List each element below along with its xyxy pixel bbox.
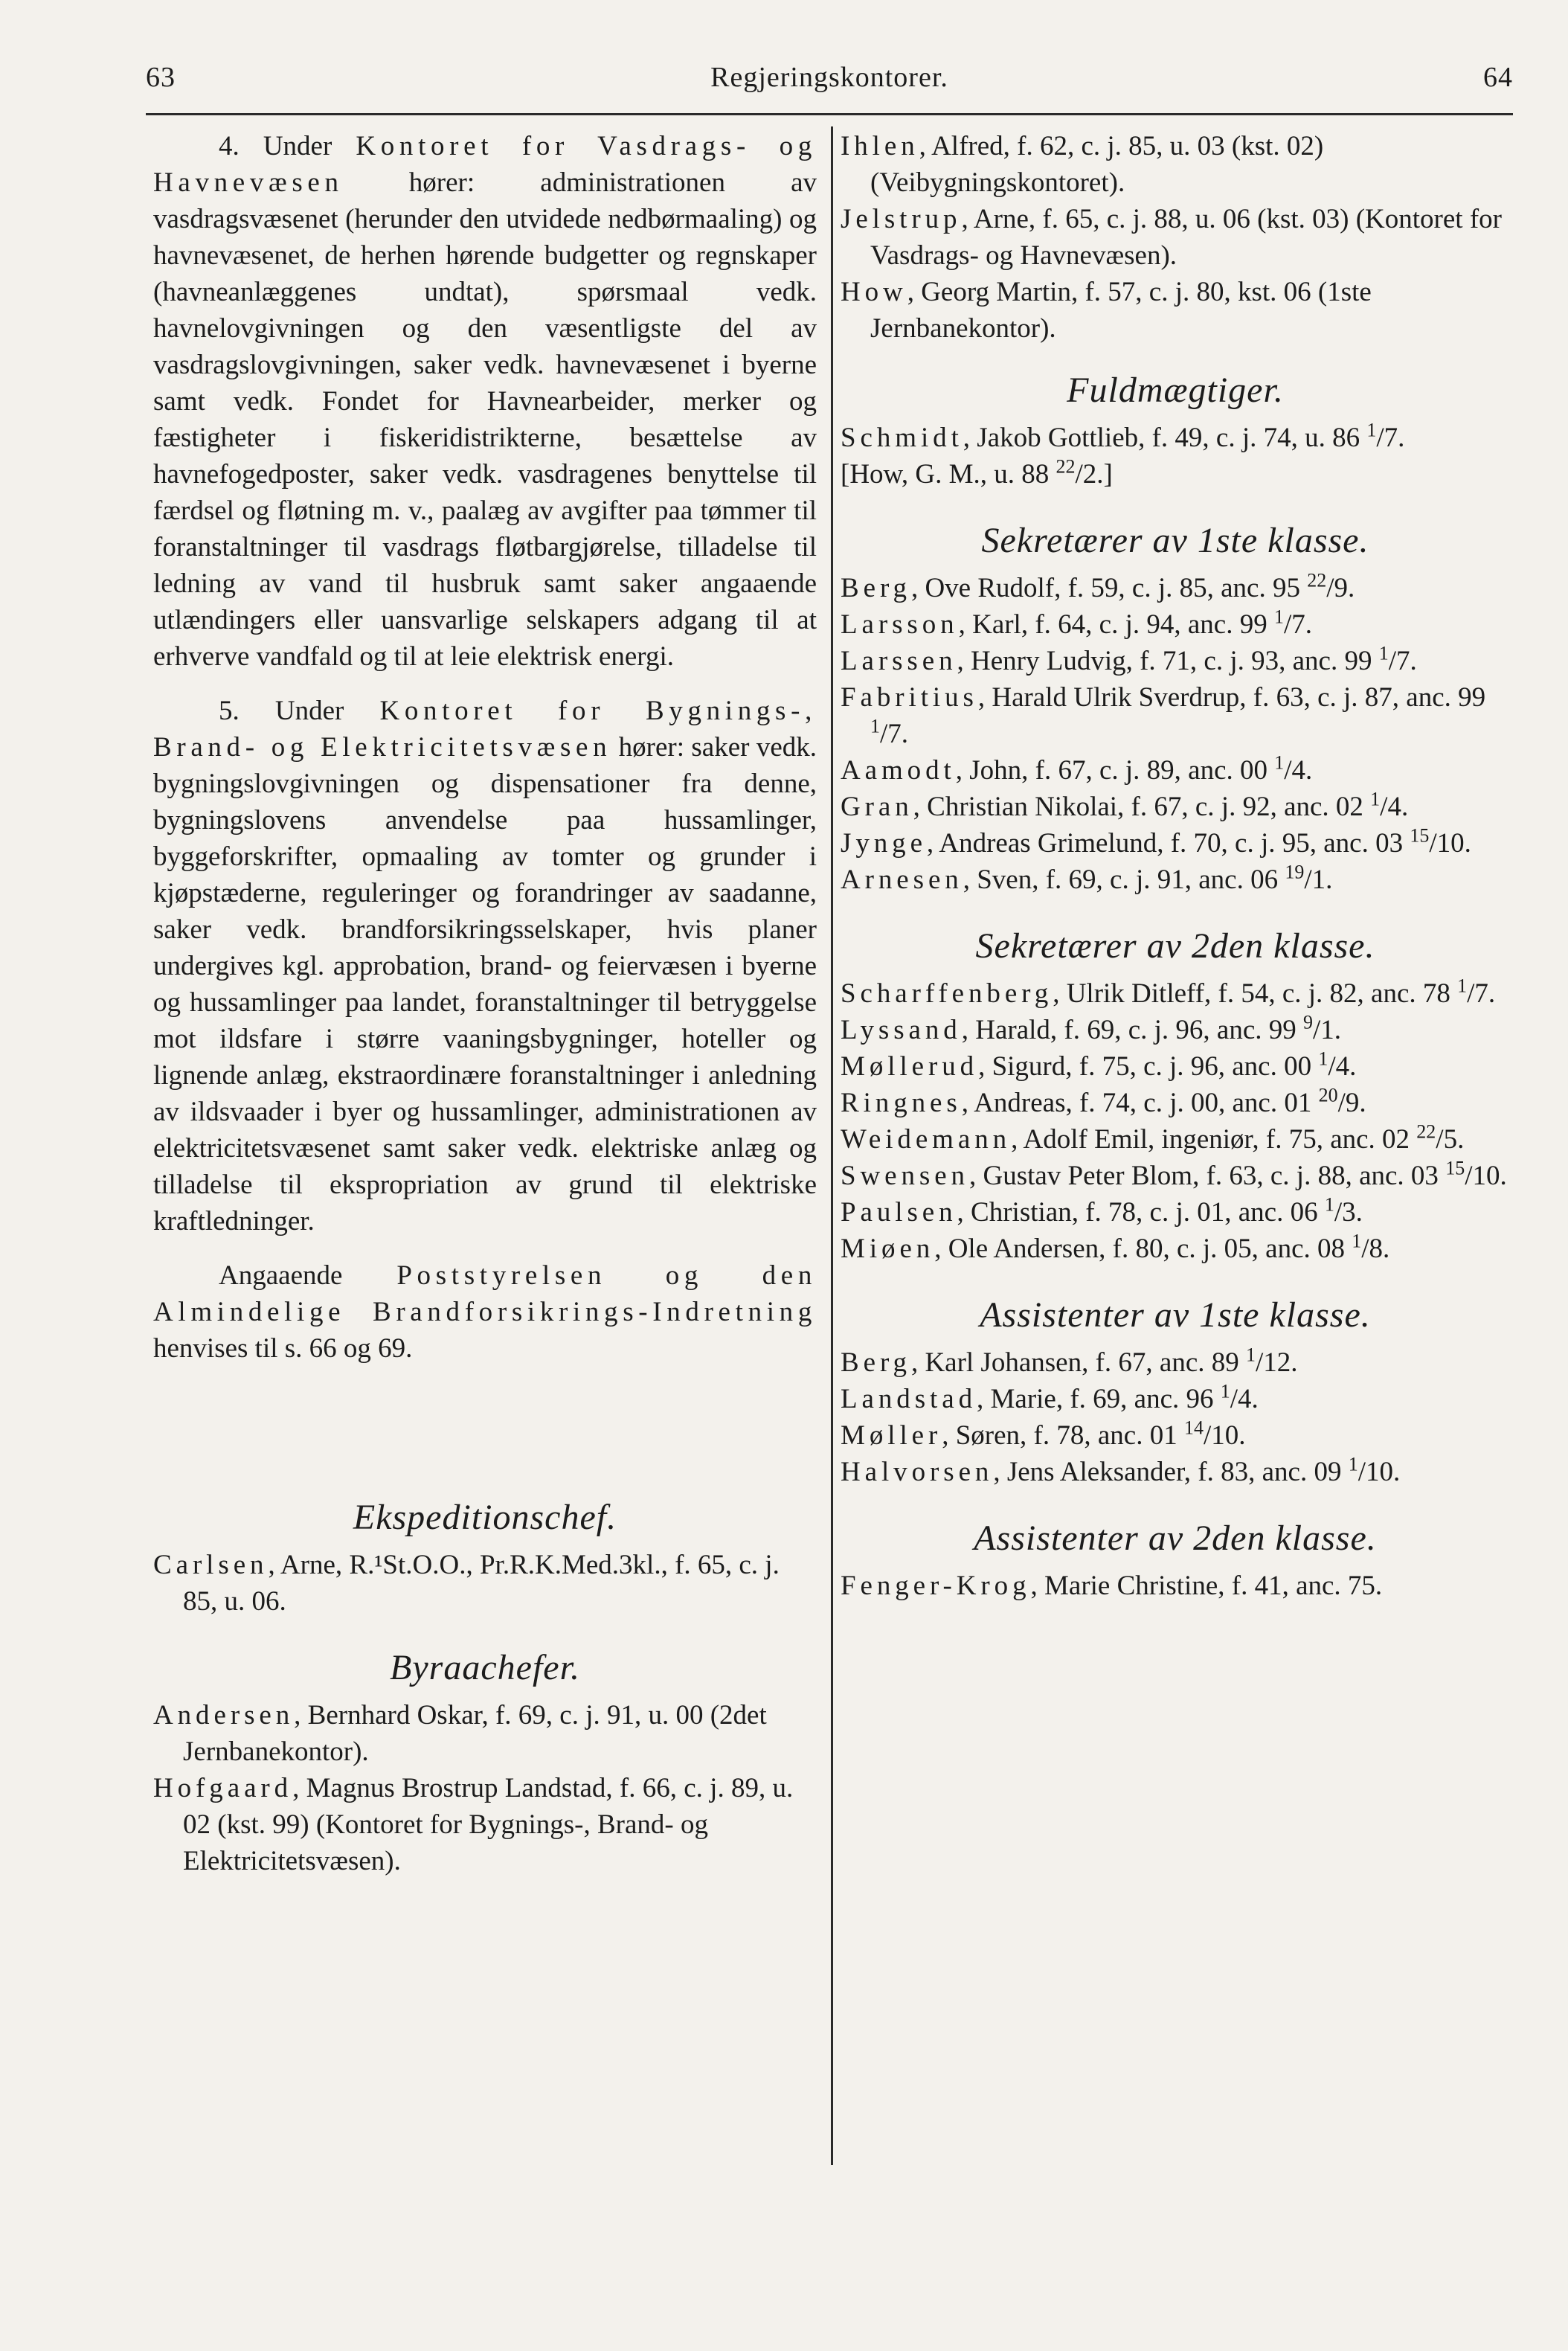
date-numerator: 22 (1307, 569, 1327, 591)
date-numerator: 1 (1348, 1453, 1358, 1475)
right-sections (841, 368, 1510, 1604)
entry-line (841, 825, 1510, 862)
entry-line (841, 1381, 1510, 1417)
entry-details: , Adolf Emil, ingeniør, f. 75, anc. 02 (1011, 1124, 1417, 1155)
date-denominator: /4. (1380, 792, 1409, 822)
entry-details: , Andreas Grimelund, f. 70, c. j. 95, anc. 03 (926, 828, 1410, 859)
entry-line (841, 643, 1510, 679)
right-column (841, 128, 1510, 1604)
entry-line (841, 570, 1510, 606)
section-heading: Sekretærer av 2den klasse. (975, 926, 1375, 966)
page-number-left: 63 (146, 62, 176, 93)
entry-line (841, 1048, 1510, 1085)
entry-details: , Magnus Brostrup Landstad, f. 66, c. j. 89, u. 02 (kst. 99) (Kontoret for Bygnings-, Brand- og Elektricitetsvæsen). (183, 1773, 794, 1876)
entry-line (841, 456, 1510, 493)
entry-details: , Karl Johansen, f. 67, anc. 89 (910, 1347, 1246, 1378)
entry-details: , Jakob Gottlieb, f. 49, c. j. 74, u. 86 (963, 423, 1367, 453)
date-denominator: /7. (880, 719, 909, 749)
date-numerator: 1 (1274, 751, 1285, 774)
entry-line (841, 1012, 1510, 1048)
paragraph-4 (153, 128, 817, 675)
entry-line (841, 975, 1510, 1012)
paragraph-6-suffix: henvises til s. 66 og 69. (153, 1333, 413, 1364)
entry-surname: Gran (841, 792, 913, 822)
date-numerator: 1 (1318, 1048, 1328, 1070)
date-denominator: /2.] (1075, 459, 1113, 490)
date-numerator: 1 (1366, 419, 1377, 441)
staff-section (841, 1292, 1510, 1490)
entry-line (841, 606, 1510, 643)
staff-section (153, 1495, 817, 1620)
staff-section (841, 518, 1510, 898)
section-heading: Assistenter av 2den klasse. (974, 1518, 1377, 1558)
entry-details: , Andreas, f. 74, c. j. 00, anc. 01 (961, 1088, 1319, 1118)
paragraph-6 (153, 1257, 817, 1367)
left-column (153, 128, 817, 1879)
entry-surname: Swensen (841, 1161, 969, 1191)
entry-surname: Ihlen (841, 131, 919, 161)
date-denominator: /7. (1467, 978, 1496, 1009)
right-top-entries (841, 128, 1510, 347)
date-numerator: 22 (1055, 455, 1076, 478)
entry-details: , Christian, f. 78, c. j. 01, anc. 06 (957, 1197, 1325, 1228)
entry-line (841, 789, 1510, 825)
entry-details: , Gustav Peter Blom, f. 63, c. j. 88, anc. 03 (968, 1161, 1446, 1191)
date-numerator: 14 (1183, 1417, 1204, 1439)
entry-line (841, 1568, 1510, 1604)
entry-surname: Miøen (841, 1234, 935, 1264)
entry-details: , Ulrik Ditleff, f. 54, c. j. 82, anc. 78 (1053, 978, 1458, 1009)
date-numerator: 15 (1410, 824, 1430, 847)
date-numerator: 1 (1378, 642, 1389, 664)
date-denominator: /5. (1436, 1124, 1465, 1155)
date-denominator: /7. (1283, 609, 1312, 640)
entry-surname: Halvorsen (841, 1457, 994, 1487)
entry-line (841, 862, 1510, 898)
paragraph-4-number: 4. Under (219, 131, 356, 161)
entry-line (841, 1344, 1510, 1381)
entry-details: , Ove Rudolf, f. 59, c. j. 85, anc. 95 (910, 573, 1308, 603)
entry-surname: Carlsen (153, 1550, 269, 1580)
entry-surname: Weidemann (841, 1124, 1012, 1155)
date-numerator: 19 (1285, 861, 1305, 883)
date-denominator: /10. (1429, 828, 1471, 859)
entry-surname: Fabritius (841, 682, 978, 713)
entry-surname: How (841, 277, 907, 307)
entry-details: , Harald, f. 69, c. j. 96, anc. 99 (961, 1015, 1304, 1045)
left-sections (153, 1495, 817, 1879)
entry-line (153, 1697, 817, 1770)
date-numerator: 9 (1303, 1011, 1314, 1033)
date-numerator: 1 (870, 715, 880, 737)
entry-line (841, 1158, 1510, 1194)
entry-surname: Arnesen (841, 865, 963, 895)
staff-section (841, 1516, 1510, 1604)
entry-line (153, 1547, 817, 1620)
date-denominator: /1. (1304, 865, 1333, 895)
entry-line (153, 1770, 817, 1879)
running-header (146, 61, 1513, 106)
date-numerator: 15 (1445, 1157, 1465, 1179)
date-numerator: 1 (1457, 975, 1468, 997)
paragraph-6-prefix: Angaaende (219, 1260, 397, 1291)
date-denominator: /4. (1328, 1051, 1357, 1082)
entry-details: , Henry Ludvig, f. 71, c. j. 93, anc. 99 (957, 646, 1379, 676)
entry-surname: Larssen (841, 646, 957, 676)
entry-surname: Schmidt (841, 423, 963, 453)
date-denominator: /12. (1256, 1347, 1298, 1378)
entry-line (841, 201, 1510, 274)
office-bygning: Kontoret for Bygnings-, Brand- og Elektricitetsvæsen (153, 696, 817, 763)
entry-surname: Berg (841, 1347, 911, 1378)
office-vasdrag: Kontoret for Vasdrags- og Havnevæsen (153, 131, 817, 198)
date-numerator: 1 (1324, 1193, 1334, 1216)
date-denominator: /1. (1313, 1015, 1342, 1045)
entry-surname: Lyssand (841, 1015, 962, 1045)
entry-details: , Karl, f. 64, c. j. 94, anc. 99 (958, 609, 1274, 640)
section-heading: Byraachefer. (390, 1648, 580, 1687)
entry-surname: Jelstrup (841, 204, 962, 234)
entry-details: , Søren, f. 78, anc. 01 (942, 1420, 1184, 1451)
date-denominator: /3. (1334, 1197, 1363, 1228)
paragraph-4-text: hører: administrationen av vasdragsvæsenet (herunder den utvidede nedbørmaaling) og havnevæsenet, de herhen hørende budgetter og regnskaper (havneanlæggenes undtat), spørsmaal vedk. havnelovgivningen og den væsentligste del av vasdragslovgivningen, saker vedk. havnevæsenet i byerne samt vedk. Fondet for Havnearbeider, merker og fæstigheter i fiskeridistrikterne, besættelse av havnefogedposter, saker vedk. vasdragenes benyttelse til færdsel og fløtning m. v., paalæg av avgifter paa tømmer til foranstaltninger til vasdrags fløtbargjørelse, tilladelse til ledning av vand til husbruk samt saker angaaende utlændingers eller uansvarlige selskapers adgang til at erhverve vandfald og til at leie elektrisk energi. (153, 167, 817, 672)
entry-details: , Alfred, f. 62, c. j. 85, u. 03 (kst. 02) (Veibygningskontoret). (870, 131, 1324, 198)
date-numerator: 1 (1246, 1344, 1256, 1366)
entry-line (841, 1085, 1510, 1121)
entry-details: , Ole Andersen, f. 80, c. j. 05, anc. 08 (934, 1234, 1352, 1264)
section-heading: Sekretærer av 1ste klasse. (981, 521, 1369, 560)
date-denominator: /10. (1465, 1161, 1507, 1191)
header-title: Regjeringskontorer. (710, 62, 948, 93)
entry-surname: Møller (841, 1420, 942, 1451)
entry-details: , Marie, f. 69, anc. 96 (977, 1384, 1221, 1414)
entry-line (841, 420, 1510, 456)
entry-details: , Christian Nikolai, f. 67, c. j. 92, anc. 02 (913, 792, 1371, 822)
entry-surname: Ringnes (841, 1088, 962, 1118)
date-denominator: /4. (1230, 1384, 1259, 1414)
entry-details: , Arne, f. 65, c. j. 88, u. 06 (kst. 03) (Kontoret for Vasdrags- og Havnevæsen). (870, 204, 1502, 271)
date-numerator: 22 (1416, 1120, 1436, 1143)
entry-surname: Larsson (841, 609, 959, 640)
paragraph-5 (153, 693, 817, 1239)
entry-surname: Scharffenberg (841, 978, 1053, 1009)
paragraph-5-text: hører: saker vedk. bygningslovgivningen og dispensationer fra denne, bygningslovens anvendelse paa hussamlinger, byggeforskrifter, opmaaling av tomter og grunder i kjøpstæderne, reguleringer og forandringer av saadanne, saker vedk. brandforsikringsselskaper, hvis planer undergives kgl. approbation, brand- og feiervæsen i byerne og hussamlinger paa landet, foranstaltninger til betryggelse mot ildsfare i større vaaningsbygninger, hoteller og lignende anlæg, ekstraordinære foranstaltninger i anledning av ildsvaader i byer og hussamlinger, administrationen av elektricitetsvæsenet samt saker vedk. elektriske anlæg og tilladelse til ekspropriation av grund til elektriske kraftledninger. (153, 732, 817, 1237)
page-number-right: 64 (1483, 62, 1513, 93)
entry-line (841, 128, 1510, 201)
entry-surname: Andersen (153, 1700, 295, 1731)
entry-details: [How, G. M., u. 88 (841, 459, 1056, 490)
date-denominator: /7. (1388, 646, 1417, 676)
entry-details: , Harald Ulrik Sverdrup, f. 63, c. j. 87, anc. 99 (977, 682, 1486, 713)
entry-details: , Bernhard Oskar, f. 69, c. j. 91, u. 00 (2det Jernbanekontor). (183, 1700, 767, 1767)
date-denominator: /7. (1376, 423, 1405, 453)
date-denominator: /9. (1337, 1088, 1366, 1118)
paragraph-5-number: 5. Under (219, 696, 380, 726)
staff-section (841, 923, 1510, 1267)
header-rule (146, 113, 1513, 115)
date-numerator: 1 (1273, 606, 1284, 628)
date-numerator: 20 (1318, 1084, 1338, 1106)
entry-surname: Jynge (841, 828, 927, 859)
entry-details: , Georg Martin, f. 57, c. j. 80, kst. 06 (1ste Jernbanekontor). (870, 277, 1372, 344)
entry-line (841, 1454, 1510, 1490)
staff-section (153, 1645, 817, 1879)
staff-section (841, 368, 1510, 493)
entry-surname: Hofgaard (153, 1773, 293, 1803)
column-divider (831, 126, 833, 2165)
date-numerator: 1 (1220, 1380, 1230, 1402)
entry-details: , Sven, f. 69, c. j. 91, anc. 06 (963, 865, 1285, 895)
entry-line (841, 1194, 1510, 1231)
paragraph-6-institutions: Poststyrelsen og den Almindelige Brandforsikrings-Indretning (153, 1260, 817, 1327)
date-denominator: /8. (1361, 1234, 1390, 1264)
entry-surname: Aamodt (841, 755, 956, 786)
entry-details: , Arne, R.¹St.O.O., Pr.R.K.Med.3kl., f. 65, c. j. 85, u. 06. (183, 1550, 780, 1617)
entry-surname: Berg (841, 573, 911, 603)
date-denominator: /4. (1284, 755, 1313, 786)
section-heading: Ekspeditionschef. (353, 1498, 617, 1537)
entry-surname: Fenger-Krog (841, 1571, 1031, 1601)
date-numerator: 1 (1370, 788, 1381, 810)
entry-line (841, 1231, 1510, 1267)
entry-line (841, 1121, 1510, 1158)
entry-details: , Jens Aleksander, f. 83, anc. 09 (993, 1457, 1349, 1487)
date-numerator: 1 (1352, 1230, 1362, 1252)
date-denominator: /10. (1357, 1457, 1401, 1487)
entry-line (841, 679, 1510, 752)
entry-line (841, 752, 1510, 789)
section-heading: Fuldmægtiger. (1067, 371, 1284, 410)
entry-line (841, 1417, 1510, 1454)
section-heading: Assistenter av 1ste klasse. (980, 1295, 1371, 1335)
entry-surname: Landstad (841, 1384, 977, 1414)
entry-details: , John, f. 67, c. j. 89, anc. 00 (955, 755, 1275, 786)
entry-details: , Sigurd, f. 75, c. j. 96, anc. 00 (978, 1051, 1319, 1082)
entry-surname: Møllerud (841, 1051, 979, 1082)
date-denominator: /9. (1326, 573, 1355, 603)
entry-surname: Paulsen (841, 1197, 957, 1228)
date-denominator: /10. (1203, 1420, 1246, 1451)
entry-details: , Marie Christine, f. 41, anc. 75. (1030, 1571, 1383, 1601)
entry-line (841, 274, 1510, 347)
